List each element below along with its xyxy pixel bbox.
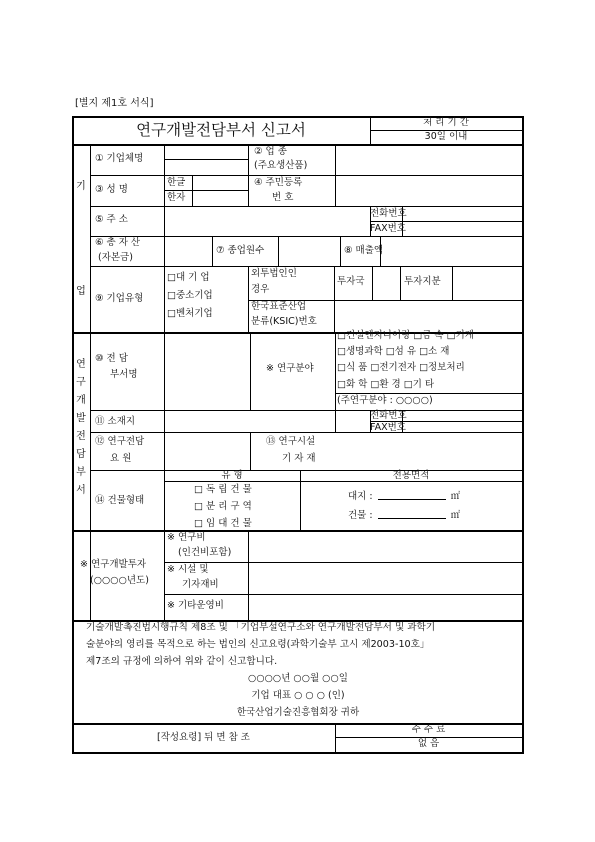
facility-cost-sub: 기자재비 [182,579,219,590]
dept-fax-label: FAX번호 [370,422,406,433]
resident-number-field[interactable] [337,177,520,204]
location-label: ⑪ 소재지 [95,416,136,427]
total-assets-label: ⑥ 총 자 산 [95,237,141,248]
dept-phone-label: 전화번호 [370,410,407,421]
dept-side-char: 담 [76,449,86,460]
foreign-invest-label-2: 경우 [251,284,270,295]
facility-cost-label: ※ 시설 및 [167,564,209,575]
writing-guide: [작성요령] 뒤 면 참 조 [157,732,250,743]
resident-number-label-2: 번 호 [272,192,294,203]
rep-hanja-field[interactable] [194,192,246,204]
dept-side-char: 개 [76,395,86,406]
building-area-label: 건물 : [348,510,373,521]
dept-name-label-2: 부서명 [110,369,138,380]
research-fields-row-2[interactable]: □생명과학 □섬 유 □소 재 [337,346,450,357]
processing-period-value: 30일 이내 [424,131,468,142]
foreign-invest-label: 외투법인인 [251,268,297,279]
dept-side-char: 발 [76,413,86,424]
company-type-label: ⑨ 기업유형 [95,293,144,304]
total-assets-sub-label: (자본금) [98,252,133,263]
research-cost-label: ※ 연구비 [167,532,206,543]
researchers-label-2: 요 원 [110,453,132,464]
rep-korean-label: 한글 [167,177,186,188]
address-field[interactable] [166,208,368,234]
processing-period-label: 처 리 기 간 [423,117,469,128]
sales-field[interactable] [382,238,520,264]
representative-label: ③ 성 명 [95,184,128,195]
equipment-label: ⑬ 연구시설 [266,436,316,447]
dept-side-char: 서 [76,485,86,496]
building-type-label: ⑭ 건물형태 [95,495,145,506]
declaration-date: ○○○○년 ○○월 ○○일 [248,673,348,684]
form-title: 연구개발전담부서 신고서 [136,121,306,139]
employees-label: ⑦ 종업원수 [216,245,265,256]
employees-field[interactable] [280,238,338,264]
total-assets-field[interactable] [166,238,210,264]
rd-investment-year: (○○○○년도) [90,575,149,586]
company-name-field[interactable] [166,161,246,173]
dept-side-char: 연 [76,359,86,370]
company-name-label: ① 기업체명 [95,153,144,164]
type-option-sme[interactable]: □중소기업 [167,290,213,301]
type-option-venture[interactable]: □벤처기업 [167,308,213,319]
ksic-label: 한국표준산업 [251,301,307,312]
rd-investment-label: ※ 연구개발투자 [80,559,147,570]
declaration-line-1: 기술개발촉진법시행규칙 제8조 및 「기업부설연구소와 연구개발전담부서 및 과학기 [86,622,436,633]
research-fields-row-1[interactable]: □건설엔지니어링 □금 속 □기계 [337,330,474,341]
industry-sub-label: (주요생산품) [254,160,308,171]
building-option-standalone[interactable]: □ 독 립 건 물 [194,484,252,495]
land-area-field[interactable] [378,490,446,500]
land-area-unit: ㎡ [450,491,461,502]
investment-share-label: 투자지분 [404,276,441,287]
building-type-header: 유 형 [221,470,243,481]
building-area-field[interactable] [378,509,446,519]
company-phone-label: 전화번호 [370,208,407,219]
research-fields-row-3[interactable]: □식 품 □전기전자 □정보처리 [337,362,465,373]
ksic-field[interactable] [336,302,520,330]
type-option-large[interactable]: □대 기 업 [167,272,210,283]
land-area-label: 대지 : [348,491,373,502]
rep-korean-field[interactable] [194,177,246,189]
equipment-label-2: 기 자 재 [282,453,316,464]
research-fields-row-4[interactable]: □화 학 □환 경 □기 타 [337,379,435,390]
building-option-separate[interactable]: □ 분 리 구 역 [194,501,252,512]
building-area-row [348,509,460,522]
section-company-side-2: 업 [76,286,86,297]
declaration-addressee: 한국산업기술진흥협회장 귀하 [236,707,360,718]
research-cost-sub: (인건비포함) [178,547,232,558]
declaration-line-2: 술분야의 영리를 목적으로 하는 법인의 신고요령(과학기술부 고시 제2003-10호」 [86,639,430,650]
research-cost-field[interactable] [250,532,520,560]
researchers-field[interactable] [166,434,248,468]
land-area-row [348,490,460,503]
ksic-label-2: 분류(KSIC)번호 [251,316,317,327]
fee-value: 없 음 [417,738,440,749]
researchers-label: ⑫ 연구전담 [95,436,145,447]
sales-label: ⑧ 매출액 [344,245,384,256]
industry-label: ② 업 종 [254,146,287,157]
form-label: [별지 제1호 서식] [75,98,154,109]
other-cost-label: ※ 기타운영비 [167,600,224,611]
main-research-field: (주연구분야 : ○○○○) [337,395,433,406]
facility-cost-field[interactable] [250,564,520,592]
dept-side-char: 전 [76,431,86,442]
rep-hanja-label: 한자 [167,192,186,203]
building-option-leased[interactable]: □ 임 대 건 물 [194,518,252,529]
investor-country-label: 투자국 [337,276,365,287]
other-cost-field[interactable] [250,596,520,618]
location-field[interactable] [166,412,368,430]
equipment-field[interactable] [337,434,520,468]
area-header: 전용면적 [392,470,430,481]
dept-name-field[interactable] [166,334,248,408]
company-fax-label: FAX번호 [370,223,406,234]
resident-number-label: ④ 주민등록 [254,177,303,188]
declaration-line-3: 제7조의 규정에 의하여 위와 같이 신고합니다. [86,656,278,667]
industry-field[interactable] [337,146,520,173]
fee-label: 수 수 료 [411,724,446,735]
declaration-representative: 기업 대표 ○ ○ ○ (인) [251,690,345,701]
building-area-unit: ㎡ [450,510,461,521]
research-field-label: ※ 연구분야 [266,363,314,374]
address-label: ⑤ 주 소 [95,214,128,225]
dept-side-char: 부 [76,467,86,478]
dept-name-label: ⑩ 전 담 [95,353,128,364]
section-company-side-1: 기 [76,181,86,192]
dept-side-char: 구 [76,377,86,388]
